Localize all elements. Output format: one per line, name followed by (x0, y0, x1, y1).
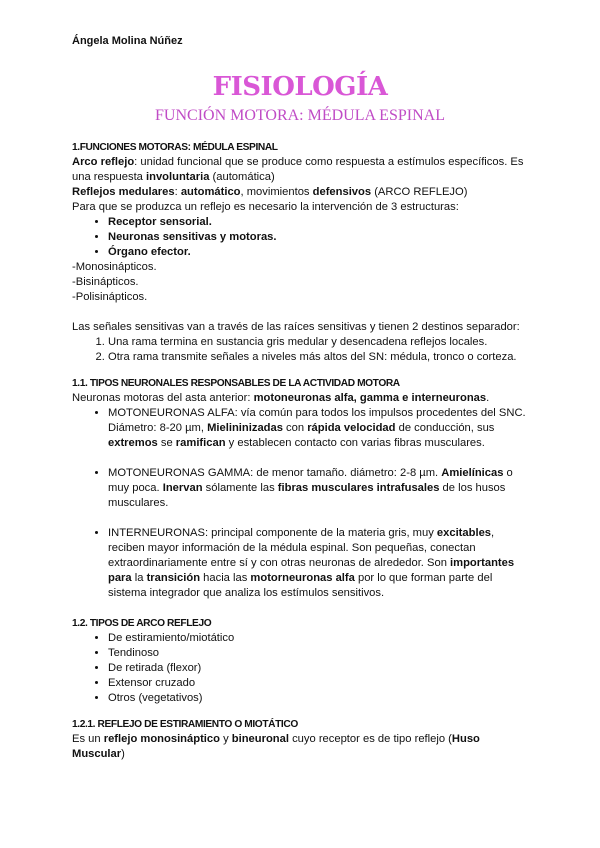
arco-reflejo-term: Arco reflejo (72, 156, 135, 168)
list-item: • Extensor cruzado (108, 676, 532, 691)
structures-intro: Para que se produzca un reflejo es necesario la intervención de 3 estructuras: (72, 201, 459, 213)
reflejos-medulares-paragraph (72, 185, 532, 200)
spacer (72, 451, 532, 466)
text: MOTONEURONAS GAMMA: de menor tamaño. diámetro: 2-8 µm. (108, 467, 442, 479)
text: (automática) (209, 171, 275, 183)
emphasis: Inervan (162, 482, 203, 494)
text: hacia las (200, 572, 251, 584)
type-line: -Polisinápticos. (72, 291, 148, 303)
emphasis: reflejo monosináptico (103, 733, 220, 745)
text: Es un (72, 733, 104, 745)
text: de los husos musculares. (108, 482, 506, 509)
text: de conducción, sus (395, 422, 495, 434)
text: (ARCO REFLEJO) (371, 186, 468, 198)
emphasis: automático (180, 186, 241, 198)
text: , movimientos (240, 186, 313, 198)
item-text: Órgano efector. (108, 246, 191, 258)
emphasis: bineuronal (231, 733, 289, 745)
list-item-inter (108, 526, 532, 601)
text: INTERNEURONAS: principal componente de la materia gris, muy (108, 527, 437, 539)
text: y (219, 733, 232, 745)
emphasis: rápida velocidad (307, 422, 396, 434)
emphasis: Mielininizadas (207, 422, 283, 434)
destinations-list (72, 335, 532, 365)
list-item: • De retirada (flexor) (108, 661, 532, 676)
emphasis: extremos (108, 437, 158, 449)
text: cuyo receptor es de tipo reflejo ( (288, 733, 452, 745)
arco-reflejo-paragraph (72, 155, 532, 185)
list-item: 2. Otra rama transmite señales a niveles más altos del SN: médula, tronco o corteza. (108, 350, 532, 365)
emphasis: Amielínicas (441, 467, 504, 479)
section-1-1-heading: 1.1. TIPOS NEURONALES RESPONSABLES DE LA ACTIVIDAD MOTORA (72, 378, 400, 389)
document-content (72, 140, 532, 762)
list-item (108, 245, 532, 260)
text: la (131, 572, 147, 584)
spacer (72, 706, 532, 717)
list-item: • De estiramiento/miotático (108, 631, 532, 646)
list-item: • Otros (vegetativos) (108, 691, 532, 706)
emphasis: defensivos (312, 186, 372, 198)
list-item-alfa (108, 406, 532, 451)
emphasis: Huso Muscular (72, 733, 480, 760)
list-item (108, 230, 532, 245)
text: o muy poca. (108, 467, 513, 494)
text: por lo que forman parte del sistema integrador que analiza los estímulos sensitivos. (108, 572, 493, 599)
emphasis: motoneuronas alfa, gamma e interneuronas (253, 392, 487, 404)
emphasis: transición (146, 572, 201, 584)
structures-list (72, 215, 532, 260)
text: : (174, 186, 181, 198)
section-1-heading: 1.FUNCIONES MOTORAS: MÉDULA ESPINAL (72, 142, 278, 153)
text: ) (121, 748, 125, 760)
item-text: Receptor sensorial. (108, 216, 212, 228)
list-item: 1. Una rama termina en sustancia gris medular y desencadena reflejos locales. (108, 335, 532, 350)
spacer (72, 305, 532, 320)
emphasis: importantes para (108, 557, 515, 584)
list-item (108, 215, 532, 230)
reflejo-estiramiento-paragraph (72, 732, 532, 762)
emphasis: ramifican (175, 437, 226, 449)
arco-types-list (72, 631, 532, 706)
emphasis: motorneuronas alfa (250, 572, 355, 584)
author-name: Ángela Molina Núñez (72, 35, 183, 47)
spacer (72, 365, 532, 376)
spacer (72, 511, 532, 526)
section-1-2-1-heading: 1.2.1. REFLEJO DE ESTIRAMIENTO O MIOTÁTICO (72, 719, 298, 730)
text: : unidad funcional que se produce como respuesta a estímulos específicos. Es una respuesta (72, 156, 524, 183)
text: se (157, 437, 176, 449)
text: MOTONEURONAS ALFA: vía común para todos los impulsos procedentes del SNC. Diámetro: 8-20 µm, (108, 407, 526, 434)
neuron-types-list (72, 406, 532, 451)
type-line: -Bisinápticos. (72, 276, 139, 288)
list-item-gamma (108, 466, 532, 511)
text: con (282, 422, 308, 434)
emphasis: excitables (436, 527, 492, 539)
reflejos-term: Reflejos medulares (72, 186, 175, 198)
neuron-types-list (72, 466, 532, 511)
spacer (72, 601, 532, 616)
signals-paragraph: Las señales sensitivas van a través de las raíces sensitivas y tienen 2 destinos separador: (72, 321, 520, 333)
list-item: • Tendinoso (108, 646, 532, 661)
section-1-2-heading: 1.2. TIPOS DE ARCO REFLEJO (72, 618, 212, 629)
neuron-types-list (72, 526, 532, 601)
item-text: Neuronas sensitivas y motoras. (108, 231, 277, 243)
text: sólamente las (202, 482, 278, 494)
text: . (486, 392, 490, 404)
page-subtitle: FUNCIÓN MOTORA: MÉDULA ESPINAL (155, 107, 445, 124)
page-title: FISIOLOGÍA (212, 72, 388, 102)
text: Neuronas motoras del asta anterior: (72, 392, 254, 404)
type-line: -Monosinápticos. (72, 261, 157, 273)
text: y establecen contacto con varias fibras musculares. (225, 437, 485, 449)
neuronas-intro (72, 391, 532, 406)
text: , reciben mayor información de la médula espinal. Son pequeñas, conectan extraordinariamente entre sí y con otras neuronas de alrededor. Son (108, 527, 495, 569)
emphasis: fibras musculares intrafusales (277, 482, 440, 494)
emphasis: involuntaria (146, 171, 210, 183)
